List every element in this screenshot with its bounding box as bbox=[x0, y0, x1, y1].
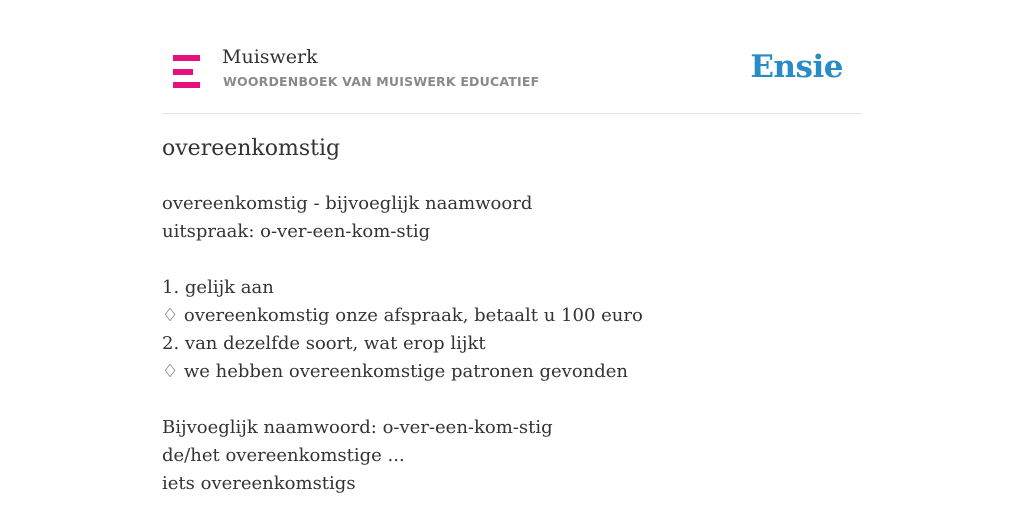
entry-line-inflection-2: iets overeenkomstigs bbox=[162, 473, 356, 494]
entry-line-example-1: ♢ overeenkomstig onze afspraak, betaalt u 100 euro bbox=[162, 305, 643, 326]
entry-line-inflection-heading: Bijvoeglijk naamwoord: o-ver-een-kom-stig bbox=[162, 417, 553, 438]
entry-line-example-2: ♢ we hebben overeenkomstige patronen gevonden bbox=[162, 361, 629, 382]
entry-line-pronunciation: uitspraak: o-ver-een-kom-stig bbox=[162, 221, 431, 242]
ensie-brand-logo[interactable]: Ensie bbox=[750, 49, 843, 85]
logo-bar-bottom bbox=[173, 82, 200, 88]
entry-line-blank bbox=[162, 246, 643, 274]
muiswerk-logo-icon[interactable] bbox=[173, 55, 200, 88]
entry-line-definition-2: 2. van dezelfde soort, wat erop lijkt bbox=[162, 333, 486, 354]
site-subtitle: WOORDENBOEK VAN MUISWERK EDUCATIEF bbox=[223, 74, 540, 89]
logo-bar-top bbox=[173, 55, 200, 61]
entry-body bbox=[162, 190, 643, 498]
entry-term-title: overeenkomstig bbox=[162, 136, 341, 161]
entry-line-blank bbox=[162, 386, 643, 414]
site-title[interactable]: Muiswerk bbox=[222, 46, 318, 68]
entry-line-inflection-1: de/het overeenkomstige ... bbox=[162, 445, 405, 466]
site-header bbox=[162, 38, 862, 114]
entry-line-definition-1: 1. gelijk aan bbox=[162, 277, 274, 298]
logo-bar-middle bbox=[173, 69, 193, 75]
entry-line-word-class: overeenkomstig - bijvoeglijk naamwoord bbox=[162, 193, 533, 214]
